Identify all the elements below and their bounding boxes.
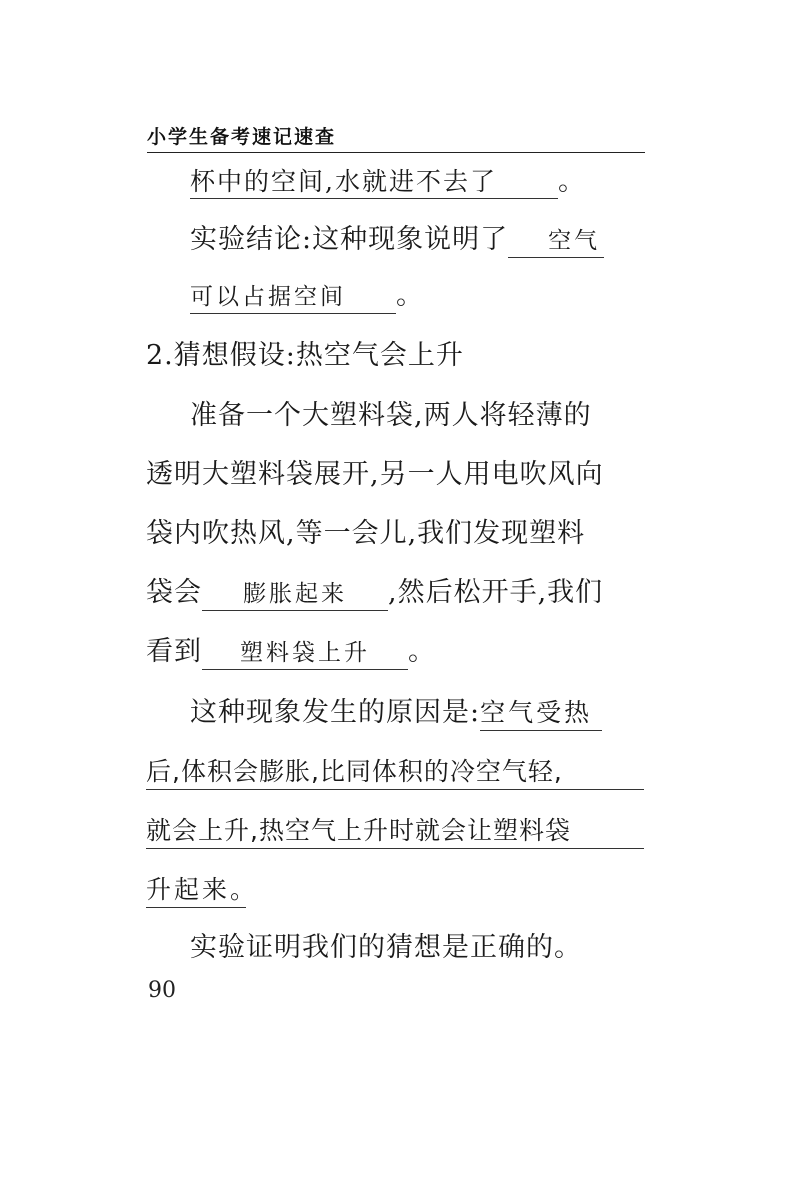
text-line-9 (146, 632, 436, 672)
section-heading-2: 2.猜想假设:热空气会上升 (146, 340, 464, 371)
period: 。 (558, 166, 586, 197)
text-line-11 (146, 752, 644, 792)
answer-reason-part-3: 就会上升,热空气上升时就会让塑料袋 (146, 814, 644, 849)
answer-reason-part-1: 空气受热 (480, 696, 602, 731)
book-title: 小学生备考速记速查 (147, 126, 337, 148)
text-line-1 (190, 162, 586, 202)
text-line-7: 袋内吹热风,等一会儿,我们发现塑料 (146, 518, 586, 549)
answer-blank-expand: 膨胀起来 (202, 578, 388, 611)
text-line-10 (190, 693, 602, 733)
answer-blank-bag-rises: 塑料袋上升 (202, 637, 408, 670)
text-line-5: 准备一个大塑料袋,两人将轻薄的 (190, 400, 592, 431)
answer-blank-air: 空气 (508, 225, 604, 258)
text-line-6: 透明大塑料袋展开,另一人用电吹风向 (146, 459, 604, 490)
text-prefix: 袋会 (146, 577, 202, 608)
text-line-2 (190, 220, 604, 260)
text-line-13 (146, 870, 259, 910)
page-header (147, 120, 645, 153)
answer-reason-part-2: 后,体积会膨胀,比同体积的冷空气轻, (146, 755, 644, 790)
page-number: 90 (148, 978, 176, 1003)
text-line-14: 实验证明我们的猜想是正确的。 (190, 932, 582, 963)
text-suffix: ,然后松开手,我们 (388, 577, 604, 608)
answer-blank-occupy-space: 可以占据空间 (190, 281, 396, 314)
period: 。 (408, 636, 436, 667)
conclusion-label: 实验结论:这种现象说明了 (190, 224, 509, 255)
answer-reason-part-4: 升起来。 (146, 873, 246, 908)
text-line-8 (146, 573, 603, 613)
text-line-12 (146, 811, 644, 851)
text-line-3 (190, 276, 424, 316)
reason-label: 这种现象发生的原因是: (190, 697, 481, 728)
answer-blank-cup-space: 杯中的空间,水就进不去了 (190, 166, 558, 199)
period: 。 (396, 280, 424, 311)
text-prefix: 看到 (146, 636, 202, 667)
